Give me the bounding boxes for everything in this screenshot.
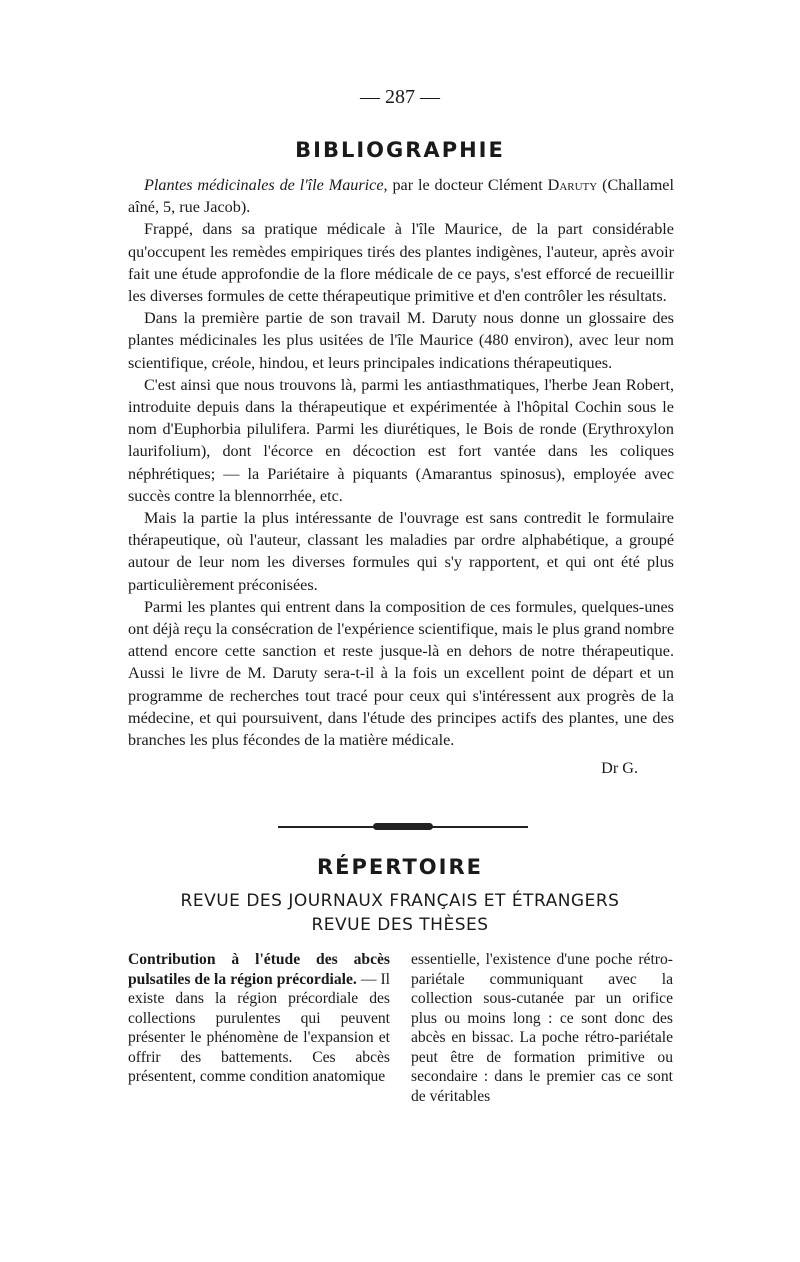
article-body-left: — Il existe dans la région précordiale des collections purulentes qui peuvent présenter le phénomène de l'expansion et offrir des battements. Ces abcès présentent, comme condition anatomique [128, 970, 390, 1085]
book-title: Plantes médicinales de l'île Maurice, [144, 176, 388, 194]
section-divider [278, 826, 528, 828]
bibliographie-heading: BIBLIOGRAPHIE [295, 138, 505, 162]
repertoire-subheading-journals: REVUE DES JOURNAUX FRANÇAIS ET ÉTRANGERS [180, 891, 620, 911]
review-paragraph: Dans la première partie de son travail M. Daruty nous donne un glossaire des plantes médicinales les plus usitées de l'île Maurice (480 environ), avec leur nom scientifique, créole, hindou, et leurs principales indications thérapeutiques. [128, 309, 674, 372]
article-text-left [128, 950, 390, 1087]
book-publisher: (Challamel aîné, 5, rue Jacob). [128, 176, 674, 217]
repertoire-subheading-theses: REVUE DES THÈSES [311, 915, 489, 935]
book-reference [128, 174, 674, 218]
article-body-right: essentielle, l'existence d'une poche rétro-pariétale communiquant avec la collection sous-cutanée par un orifice plus ou moins long : ce sont donc des abcès en bissac. La poche rétro-pariétale peut être de formation primitive ou secondaire : dans le premier cas ce sont de véritables [411, 951, 673, 1105]
book-author: Daruty [547, 176, 598, 194]
review-paragraph: Parmi les plantes qui entrent dans la composition de ces formules, quelques-unes ont déjà reçu la consécration de l'expérience scientifique, mais le plus grand nombre attend encore cette sanction et reste jusque-là en dehors de notre thérapeutique. Aussi le livre de M. Daruty sera-t-il à la fois un excellent point de départ et un programme de recherches tout tracé pour ceux qui s'intéressent aux progrès de la médecine, et qui poursuivent, dans l'étude des principes actifs des plantes, une des branches les plus fécondes de la matière médicale. [128, 597, 674, 750]
review-signature: Dr G. [601, 759, 638, 778]
article-column-right [411, 950, 673, 1106]
article-title: Contribution à l'étude des abcès pulsatiles de la région précordiale. [128, 951, 390, 988]
repertoire-heading: RÉPERTOIRE [317, 855, 483, 879]
ref-by: par le docteur Clément [387, 176, 548, 194]
bibliographie-body [128, 174, 674, 779]
article-column-left [128, 950, 390, 1087]
review-paragraph: Frappé, dans sa pratique médicale à l'île Maurice, de la part considérable qu'occupent les remèdes empiriques tirés des plantes indigènes, l'auteur, après avoir fait une étude approfondie de la flore médicale de ce pays, s'est efforcé de recueillir les diverses formules de cette thérapeutique primitive et d'en contrôler les résultats. [128, 220, 674, 306]
review-paragraph: Mais la partie la plus intéressante de l'ouvrage est sans contredit le formulaire thérapeutique, où l'auteur, classant les maladies par ordre alphabétique, a groupé autour de leur nom les diverses formules qui s'y rapportent, et qui ont été plus particulièrement préconisées. [128, 509, 674, 594]
review-paragraph: C'est ainsi que nous trouvons là, parmi les antiasthmatiques, l'herbe Jean Robert, introduite depuis dans la thérapeutique et expérimentée à l'hôpital Cochin sous le nom d'Euphorbia pilulifera. Parmi les diurétiques, le Bois de ronde (Erythroxylon laurifolium), dont l'écorce en décoction est fort vantée dans les coliques néphrétiques; — la Pariétaire à piquants (Amarantus spinosus), employée avec succès contre la blennorrhée, etc. [128, 375, 674, 505]
page-number: — 287 — [360, 86, 440, 108]
